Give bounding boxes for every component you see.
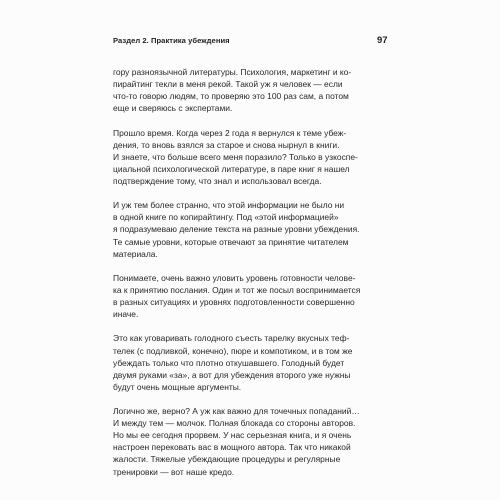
text-line: двумя руками «за», а вот для убеждения второго уже нужны [113,369,351,380]
text-line: Логично же, верно? А уж как важно для точечных попаданий… [113,406,360,417]
text-line: еще и сверяюсь с экспертами. [113,103,233,114]
text-line: пирайтинг текли в меня рекой. Такой уж я человек — если [113,79,343,90]
text-line: И между тем — молчок. Полная блокада со стороны авторов. [113,418,356,429]
text-line: в разных ситуациях и уровнях подготовленности совершенно [113,297,355,308]
text-line: будут очень мощные аргументы. [113,381,242,392]
text-line: Те самые уровни, которые отвечают за принятие читателем [113,236,349,247]
text-line: убеждать только что плотно откушавшего. Голодный будет [113,357,345,368]
text-line: я подразумеваю деление текста на разные уровни убеждения. [113,224,360,235]
paragraph [113,66,403,114]
running-header: Раздел 2. Практика убеждения [113,36,230,45]
text-line: тренировки — вот наше кредо. [113,466,235,477]
paragraph [113,127,403,187]
paragraph [113,332,403,392]
text-line: Это как уговаривать голодного съесть тарелку вкусных теф- [113,333,350,344]
paragraph [113,405,403,478]
text-line: подтверждение тому, что знал и использовал всегда. [113,175,322,186]
text-line: настроен перековать вас в мощного автора. Так что никакой [113,442,351,453]
page-number: 97 [377,35,388,46]
text-line: Но мы ее сегодня прорвем. У нас серьезная книга, и я очень [113,430,352,441]
text-line: Понимаете, очень важно уловить уровень готовности человe- [113,272,356,283]
text-line: в одной книге по копирайтингу. Под «этой информацией» [113,212,339,223]
text-line: ка к принятию послания. Один и тот же посыл воспринимается [113,284,361,295]
text-line: жалости. Тяжелые убеждающие процедуры и регулярные [113,454,341,465]
body-text [113,66,403,490]
text-line: И уж тем более странно, что этой информации не было ни [113,200,345,211]
text-line: телек (с подливкой, конечно), пюре и компотиком, и в том же [113,345,353,356]
text-line: материала. [113,248,158,259]
text-line: что-то говорю людям, то проверяю это 100 раз сам, а потом [113,91,349,102]
paragraph [113,272,403,320]
text-line: дения, то вновь взялся за старое и снова нырнул в книги. [113,139,340,150]
text-line: циальной психологической литературе, в паре книг я нашел [113,163,350,174]
text-line: И знаете, что больше всего меня поразило? Только в узкоспе- [113,151,358,162]
text-line: гору разноязычной литературы. Психология, маркетинг и ко- [113,67,352,77]
text-line: Прошло время. Когда через 2 года я вернулся к теме убеж- [113,127,347,138]
paragraph [113,199,403,259]
text-line: иначе. [113,309,139,320]
